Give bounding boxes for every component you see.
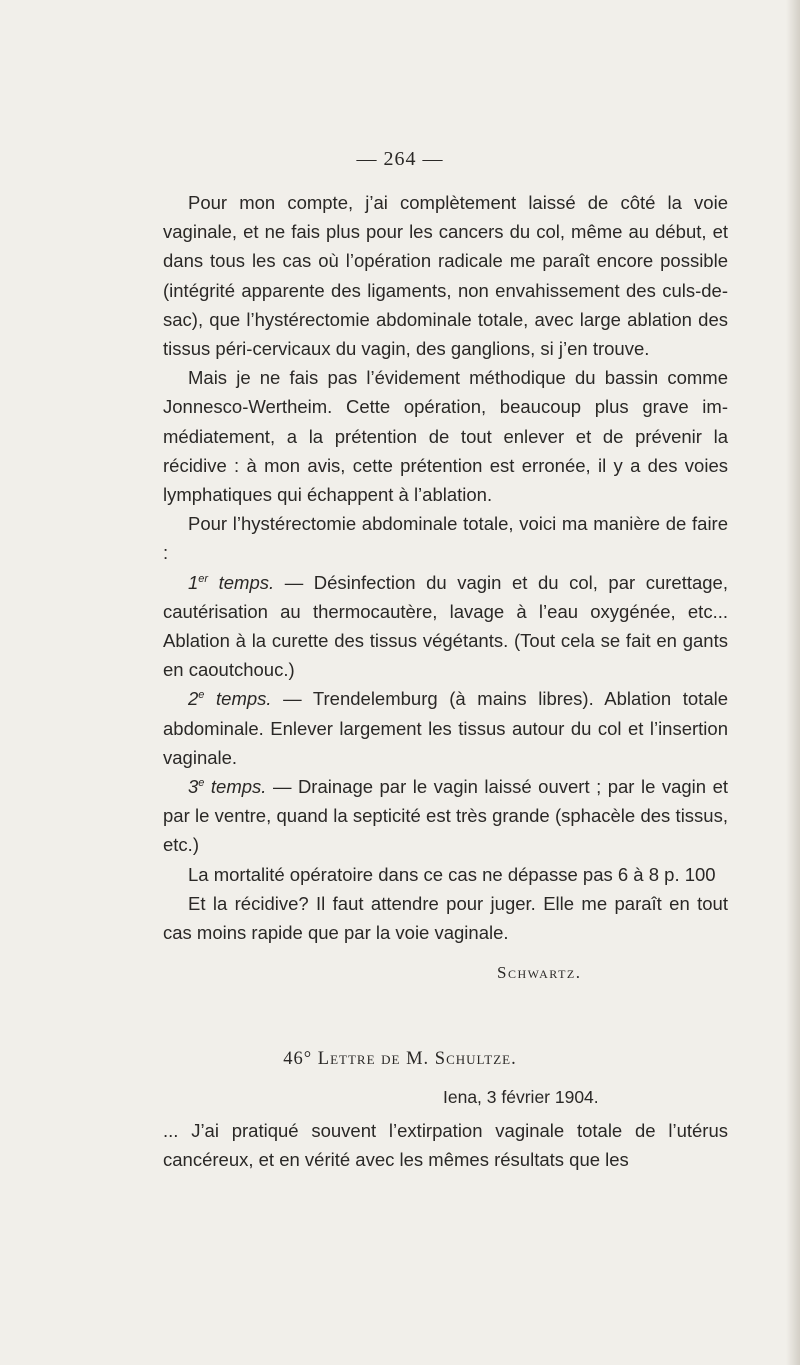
signature: Schwartz. (497, 963, 582, 982)
step-ordinal: 3 (188, 776, 199, 798)
step-label (188, 776, 266, 797)
step-paragraph (163, 684, 728, 772)
step-ordinal-suffix: e (198, 689, 205, 702)
paragraph: Et la récidive? Il faut attendre pour juger. Elle me paraît en tout cas moins rapide que par la voie vaginale. (163, 892, 728, 944)
step-word: temps. (218, 571, 275, 593)
page-edge-shadow (786, 0, 800, 1365)
step-paragraph (163, 772, 728, 860)
paragraph: Mais je ne fais pas l’évidement méthodique du bassin comme Jonnesco-Wertheim. Cette opération, beaucoup plus grave immédiatement, a la prétention de tout enlever et de prévenir la récidive : à mon avis, cette prétention est erronée, il y a des voies lymphatiques qui échappent à l’ablation. (163, 367, 728, 506)
page-number: — 264 — (356, 148, 444, 170)
step-text: — Trendelemburg (à mains libres). Ablation totale abdominale. Enlever largement les tissus autour du col et l’insertion vaginale. (163, 688, 729, 768)
step-paragraph (163, 568, 728, 685)
letter-heading: 46° Lettre de M. Schultze. (283, 1049, 517, 1069)
step-label (188, 572, 274, 593)
letter-dateline: Iena, 3 février 1904. (443, 1087, 599, 1107)
step-ordinal: 1 (188, 571, 199, 593)
step-text: — Désinfection du vagin et du col, par curettage, cautérisation au thermocautère, lavage à l’eau oxygénée, etc... Ablation à la curette des tissus végétants. (Tout cela se fait en gants en caoutchouc.) (163, 571, 728, 681)
step-ordinal: 2 (188, 688, 199, 710)
body-text (163, 188, 728, 947)
paragraph: Pour l’hystérectomie abdominale totale, voici ma manière de faire : (163, 513, 728, 564)
step-word: temps. (216, 688, 272, 710)
step-text: — Drainage par le vagin laissé ouvert ; par le vagin et par le ventre, quand la septicité est très grande (sphacèle des tissus, etc.) (163, 776, 729, 856)
step-word: temps. (210, 776, 267, 798)
step-label (188, 688, 272, 709)
step-ordinal-suffix: e (198, 776, 205, 789)
paragraph: ... J’ai pratiqué souvent l’extirpation vaginale totale de l’utérus cancéreux, et en vérité avec les mêmes résultats que les (163, 1120, 728, 1170)
step-ordinal-suffix: er (198, 572, 209, 585)
paragraph: Pour mon compte, j’ai complètement laissé de côté la voie vaginale, et ne fais plus pour les cancers du col, même au début, et dans tous les cas où l’opération radicale me paraît encore possible (intégrité apparente des ligaments, non envahissement des culs-de-sac), que l’hystérectomie abdominale totale, avec large ablation des tissus péri-cervicaux du vagin, des ganglions, si j’en trouve. (163, 192, 728, 360)
letter-body (163, 1116, 728, 1174)
paragraph: La mortalité opératoire dans ce cas ne dépasse pas 6 à 8 p. 100 (188, 863, 716, 885)
